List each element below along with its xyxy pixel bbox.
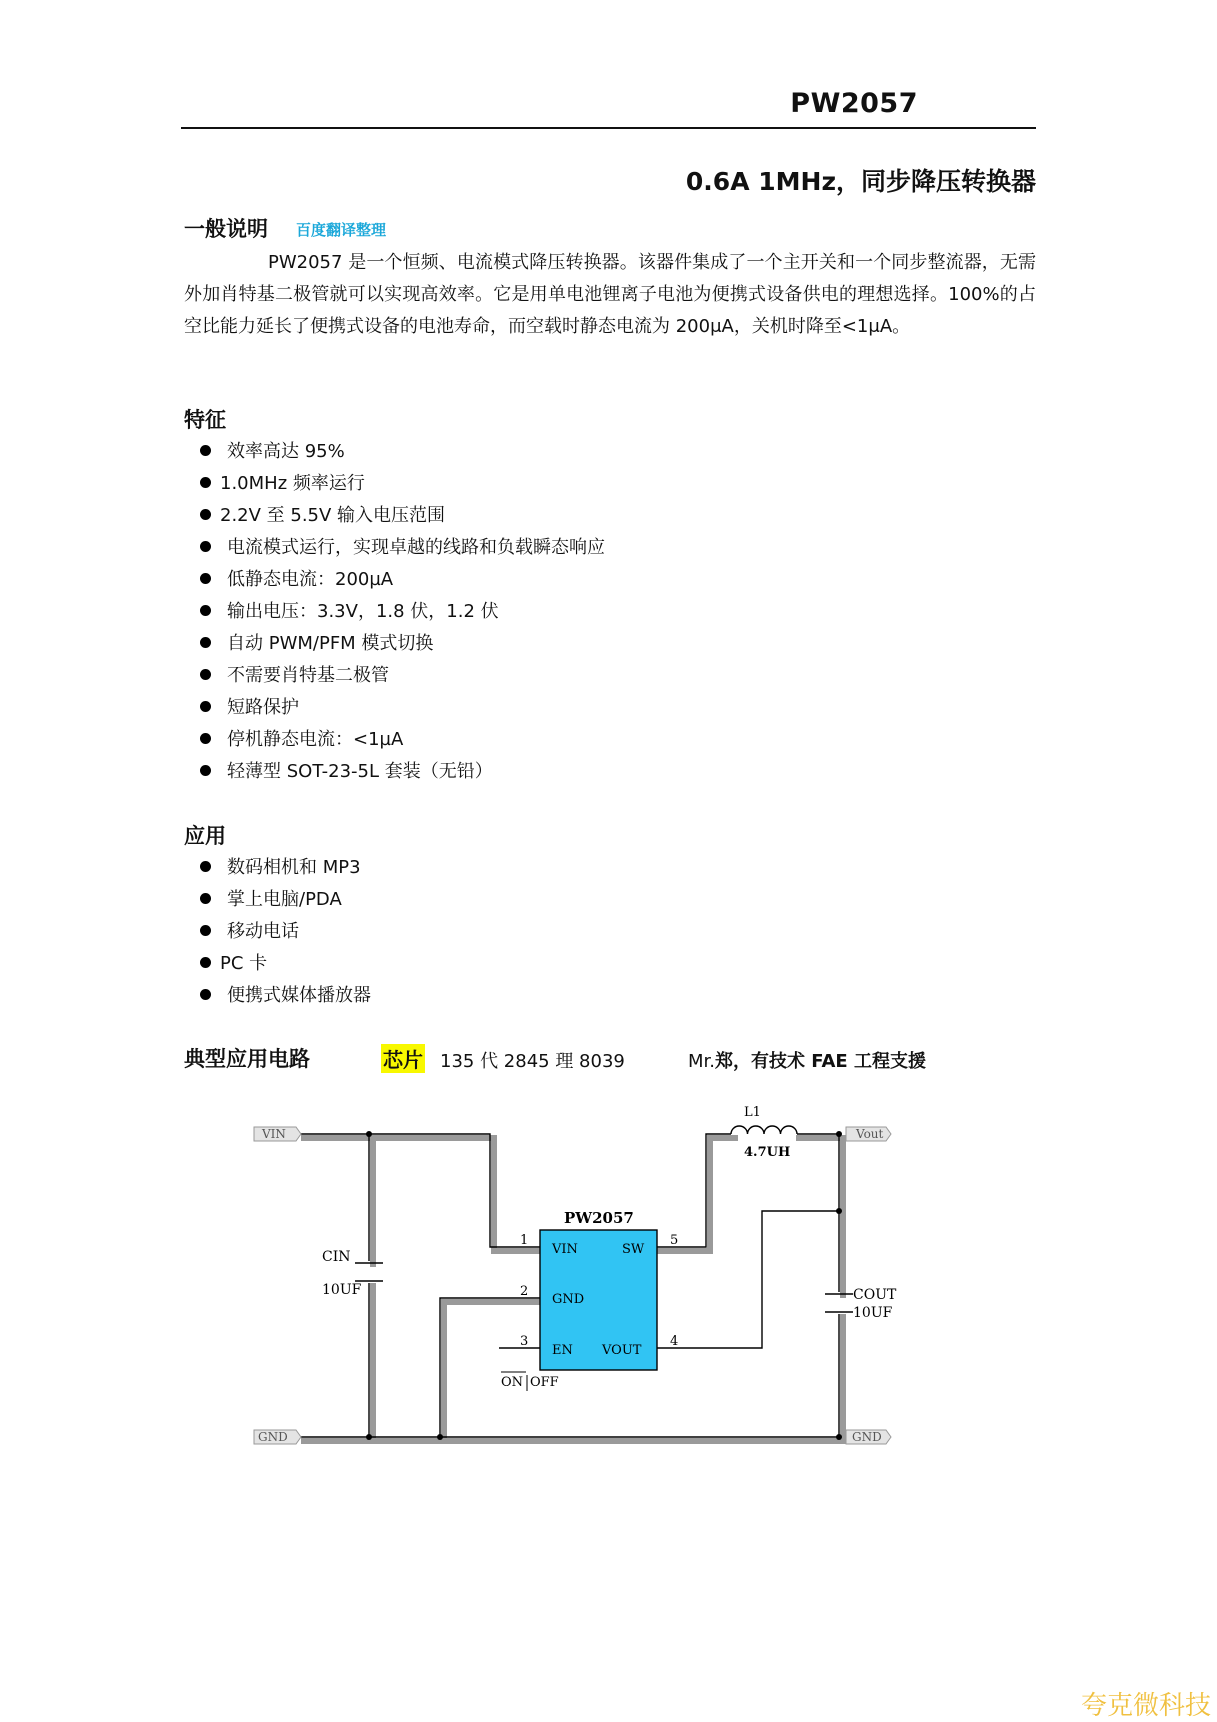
inductor-name: L1 (744, 1105, 761, 1120)
port-label-gnd-left: GND (258, 1430, 288, 1444)
inductor-value: 4.7UH (744, 1145, 791, 1160)
contact-phone: 135 代 2845 理 8039 (440, 1051, 625, 1072)
en-label-off: OFF (530, 1375, 559, 1390)
bullet-icon (200, 637, 211, 648)
port-label-gnd-right: GND (852, 1430, 882, 1444)
part-number-header: PW2057 (790, 88, 918, 119)
list-item: 停机静态电流：<1µA (200, 724, 605, 756)
features-list (200, 436, 605, 788)
cout-name: COUT (853, 1287, 897, 1303)
port-label-vout: Vout (856, 1127, 884, 1141)
cin-capacitor-icon (355, 1263, 383, 1281)
applications-heading: 应用 (184, 824, 226, 848)
list-item: 数码相机和 MP3 (200, 852, 371, 884)
pin-number-3: 3 (520, 1334, 529, 1349)
bullet-icon (200, 701, 211, 712)
bullet-icon (200, 669, 211, 680)
cin-value: 10UF (322, 1282, 362, 1298)
pin-name-vout: VOUT (602, 1343, 642, 1358)
list-item: 自动 PWM/PFM 模式切换 (200, 628, 605, 660)
pin-number-1: 1 (520, 1233, 529, 1248)
cout-value: 10UF (853, 1305, 893, 1321)
applications-list (200, 852, 371, 1012)
pin-name-gnd: GND (552, 1292, 585, 1307)
port-label-vin: VIN (262, 1127, 286, 1141)
pin-number-2: 2 (520, 1284, 529, 1299)
pin-name-sw: SW (622, 1242, 645, 1257)
inductor-icon (731, 1126, 797, 1134)
list-item: 效率高达 95% (200, 436, 605, 468)
list-item: 便携式媒体播放器 (200, 980, 371, 1012)
bullet-icon (200, 957, 211, 968)
document-title: 0.6A 1MHz，同步降压转换器 (685, 167, 1036, 196)
list-item: 低静态电流：200µA (200, 564, 605, 596)
bullet-icon (200, 573, 211, 584)
contact-info: Mr.郑，有技术 FAE 工程支援 (688, 1051, 926, 1072)
translation-note: 百度翻译整理 (296, 221, 387, 239)
list-item: 输出电压：3.3V，1.8 伏，1.2 伏 (200, 596, 605, 628)
list-item: PC 卡 (200, 948, 371, 980)
application-circuit-schematic (250, 1098, 930, 1460)
en-label-on: ON (501, 1375, 524, 1390)
circuit-heading: 典型应用电路 (184, 1047, 310, 1071)
bullet-icon (200, 605, 211, 616)
bullet-icon (200, 861, 211, 872)
bullet-icon (200, 541, 211, 552)
list-item: 1.0MHz 频率运行 (200, 468, 605, 500)
list-item: 掌上电脑/PDA (200, 884, 371, 916)
list-item: 短路保护 (200, 692, 605, 724)
bullet-icon (200, 765, 211, 776)
bullet-icon (200, 925, 211, 936)
header-divider (181, 127, 1036, 129)
bullet-icon (200, 445, 211, 456)
bullet-icon (200, 509, 211, 520)
bullet-icon (200, 893, 211, 904)
footer-watermark: 夸克微科技 (1080, 1691, 1211, 1721)
general-description: PW2057 是一个恒频、电流模式降压转换器。该器件集成了一个主开关和一个同步整流器，无需外加肖特基二极管就可以实现高效率。它是用单电池锂离子电池为便携式设备供电的理想选择。100%的占空比能力延长了便携式设备的电池寿命，而空载时静态电流为 200μA，关机时降至<1μA。 (184, 252, 1036, 337)
chip-highlight-label: 芯片 (381, 1044, 425, 1073)
pin-number-5: 5 (670, 1233, 679, 1248)
list-item: 电流模式运行，实现卓越的线路和负载瞬态响应 (200, 532, 605, 564)
list-item: 移动电话 (200, 916, 371, 948)
list-item: 2.2V 至 5.5V 输入电压范围 (200, 500, 605, 532)
cout-capacitor-icon (825, 1294, 853, 1312)
pin-name-en: EN (552, 1343, 573, 1358)
list-item: 不需要肖特基二极管 (200, 660, 605, 692)
cin-name: CIN (322, 1249, 351, 1265)
pin-number-4: 4 (670, 1334, 679, 1349)
bullet-icon (200, 477, 211, 488)
pin-name-vin: VIN (552, 1242, 578, 1257)
bullet-icon (200, 733, 211, 744)
bullet-icon (200, 989, 211, 1000)
general-heading: 一般说明 (184, 217, 268, 241)
chip-name: PW2057 (564, 1209, 634, 1227)
features-heading: 特征 (184, 408, 226, 432)
list-item: 轻薄型 SOT-23-5L 套装（无铅） (200, 756, 605, 788)
